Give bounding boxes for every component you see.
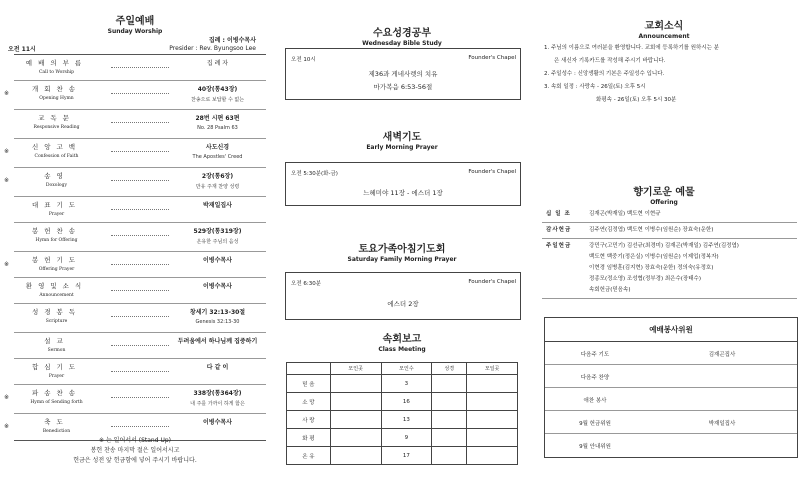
worship-item-main: 이병수목사 [203, 257, 232, 264]
dotted-leader [111, 371, 169, 372]
meeting-cell [432, 429, 467, 447]
worship-item [4, 168, 266, 197]
meeting-cell: 9 [381, 429, 432, 447]
sunday-worship-section [2, 0, 268, 485]
committee-row [545, 434, 797, 457]
worship-item [14, 55, 266, 81]
class-meeting-table [286, 362, 518, 465]
dotted-leader [111, 67, 169, 68]
offering-subtitle: Offering [650, 199, 678, 206]
worship-item-name [14, 281, 99, 298]
worship-item-main: 40장(통43장) [197, 86, 238, 93]
stand-mark: ※ [4, 90, 10, 97]
committee-role: 9월 헌금위원 [579, 421, 611, 427]
worship-item-main: 창세기 32:13-30절 [189, 309, 246, 316]
offering-names [589, 223, 797, 238]
worship-item-value [169, 417, 266, 426]
worship-item [4, 252, 266, 278]
worship-item-name [14, 388, 99, 405]
worship-item-name [14, 200, 99, 217]
worship-item [14, 304, 266, 333]
committee-row [545, 342, 797, 365]
dotted-leader [111, 151, 169, 152]
meeting-cell: 믿 음 [287, 375, 331, 393]
worship-item-detail: 찬송으로 보답할 수 없는 [190, 97, 245, 103]
saturday-title: 토요가족아침기도회 [358, 244, 446, 255]
committee-person: 김재곤집사 [708, 352, 736, 358]
worship-item [4, 139, 266, 168]
meeting-cell [330, 447, 381, 465]
worship-item-ko: 개회찬송 [31, 85, 82, 93]
committee-role: 9월 안내위원 [579, 444, 611, 450]
meeting-col-header [287, 363, 331, 375]
worship-item-ko: 봉헌기도 [31, 256, 82, 264]
worship-item-name [14, 336, 99, 353]
meeting-cell [467, 375, 518, 393]
meeting-cell [467, 429, 518, 447]
meeting-cell [330, 411, 381, 429]
bible-study-scripture: 마가복음 6:53-56절 [373, 83, 433, 91]
worship-item-en: Offering Prayer [38, 267, 75, 272]
dawn-box [285, 162, 521, 206]
offering-names [589, 239, 797, 298]
worship-item-main: 두려움에서 하나님께 집중하기 [177, 338, 258, 345]
worship-item-value [169, 281, 266, 290]
meeting-col-header: 모일곳 [467, 363, 518, 375]
worship-item-value [169, 84, 266, 103]
meeting-cell [432, 411, 467, 429]
meeting-cell [467, 411, 518, 429]
stand-mark: ※ [4, 423, 10, 430]
dawn-time: 오전 5:30분(화-금) [291, 171, 338, 177]
committee-role: 다음주 찬양 [580, 375, 610, 381]
worship-item-value [169, 58, 266, 67]
dotted-leader [111, 345, 169, 346]
meeting-cell [432, 447, 467, 465]
worship-item-main: 박재일집사 [203, 202, 232, 209]
worship-footer [2, 436, 268, 466]
meeting-row [287, 411, 518, 429]
worship-item-detail: The Apostles' Creed [192, 154, 243, 160]
bible-study-title: 수요성경공부 [373, 28, 431, 39]
worship-item-main: 2장(통6장) [201, 173, 234, 180]
worship-item-name [14, 113, 99, 130]
offering-list [542, 207, 797, 299]
worship-item-en: Responsive Reading [33, 125, 80, 130]
saturday-header [281, 240, 523, 263]
offering-row [542, 207, 797, 223]
meeting-row [287, 429, 518, 447]
dotted-leader [111, 290, 169, 291]
meeting-col-header: 모인곳 [330, 363, 381, 375]
bible-study-place: Founder's Chapel [468, 55, 516, 61]
committee-rows [545, 342, 797, 457]
worship-item-name [14, 255, 99, 272]
dawn-title: 새벽기도 [382, 132, 422, 143]
announcement-line: 은 새신자 기록카드를 작성해 주시기 바랍니다. [554, 58, 666, 64]
worship-item [14, 359, 266, 385]
meeting-cell [467, 447, 518, 465]
offering-line: 김주연(김정엽) 백도현 이병수(임원순) 장효숙(운한) [589, 227, 714, 233]
stand-mark: ※ [4, 148, 10, 155]
offering-title: 향기로운 예물 [633, 187, 695, 198]
service-committee [544, 317, 798, 458]
presider [169, 37, 256, 53]
offering-line: 강민구(고민기) 김선규(최경미) 김재곤(박재일) 김주연(김정엽) [589, 243, 739, 249]
committee-role: 애찬 봉사 [583, 398, 607, 404]
stand-mark: ※ [4, 177, 10, 184]
worship-item-main: 28번 시편 63편 [195, 115, 240, 122]
worship-item-main: 529장(통319장) [193, 228, 242, 235]
worship-item-name [14, 362, 99, 379]
worship-item-ko: 봉헌찬송 [31, 227, 82, 235]
worship-item-name [14, 307, 99, 324]
worship-item-value [169, 200, 266, 209]
announcement-line: 화평속 - 26일(토) 오후 5시 30분 [596, 97, 677, 103]
worship-item-main: 다 같 이 [206, 364, 229, 371]
meeting-cell: 3 [381, 375, 432, 393]
meeting-col-header: 성경 [432, 363, 467, 375]
worship-item-en: Opening Hymn [39, 96, 74, 101]
meeting-cell [330, 393, 381, 411]
worship-item-value [169, 171, 266, 190]
dawn-place: Founder's Chapel [468, 169, 516, 175]
worship-item-detail: 내 주를 가까이 하게 함은 [190, 401, 245, 407]
worship-item-en: Hymn of Sending forth [30, 400, 83, 405]
dotted-leader [111, 426, 169, 427]
worship-item-detail: 온유한 주님의 음성 [196, 239, 239, 245]
worship-item-main: 이병수목사 [203, 283, 232, 290]
stand-mark: ※ [4, 394, 10, 401]
worship-time: 오전 11시 [8, 46, 36, 53]
meeting-cell [330, 375, 381, 393]
worship-item-ko: 환영및소식 [25, 282, 88, 290]
announcement-line: 2. 주일성수 : 신앙생활의 기본은 주일성수 입니다. [544, 71, 665, 77]
worship-item [14, 197, 266, 223]
worship-item-value [169, 336, 266, 345]
committee-role: 다음주 기도 [580, 352, 610, 358]
dotted-leader [111, 397, 169, 398]
offering-row [542, 239, 797, 299]
worship-item-value [169, 362, 266, 371]
worship-subtitle: Sunday Worship [107, 28, 163, 35]
worship-item-en: Benediction [42, 429, 71, 434]
saturday-time: 오전 6:30분 [291, 281, 322, 287]
meeting-col-header: 모인수 [381, 363, 432, 375]
announcement-subtitle: Announcement [638, 33, 690, 40]
meeting-cell: 16 [381, 393, 432, 411]
worship-item-value [169, 142, 266, 160]
worship-item-en: Hymn for Offering [35, 238, 78, 243]
worship-item-ko: 신앙고백 [31, 143, 82, 151]
worship-item-main: 이병수목사 [203, 419, 232, 426]
meeting-cell [432, 393, 467, 411]
worship-item-ko: 송영 [44, 172, 69, 180]
dawn-subtitle: Early Morning Prayer [366, 144, 438, 151]
worship-item-en: Prayer [48, 374, 65, 379]
dawn-scripture: 느헤미야 11장 - 에스더 1장 [363, 189, 443, 197]
meeting-cell: 화 평 [287, 429, 331, 447]
meeting-cell: 17 [381, 447, 432, 465]
worship-item-ko: 성경봉독 [31, 308, 82, 316]
committee-person: 박재일집사 [708, 421, 736, 427]
worship-item [14, 278, 266, 304]
saturday-subtitle: Saturday Family Morning Prayer [347, 256, 457, 263]
worship-item-en: Scripture [45, 319, 68, 324]
worship-item-ko: 설교 [44, 337, 69, 345]
stand-mark: ※ [4, 261, 10, 268]
worship-item-main: 집 례 자 [206, 60, 229, 67]
meeting-cell [330, 429, 381, 447]
meeting-cell: 사 랑 [287, 411, 331, 429]
worship-item-ko: 예배의부름 [25, 59, 88, 67]
offering-row [542, 223, 797, 239]
announcement-line: 3. 속회 일정 : 사랑속 - 26일(토) 오후 5시 [544, 84, 646, 90]
dotted-leader [111, 316, 169, 317]
offering-line: 백도현 백중기(정은실) 이병수(임원순) 이제업(정복자) [589, 254, 719, 260]
worship-title: 주일예배 [115, 16, 155, 27]
worship-item-name [14, 84, 99, 101]
worship-item-en: Prayer [48, 212, 65, 217]
worship-item-name [14, 58, 99, 75]
meeting-row [287, 375, 518, 393]
announcement-title: 교회소식 [644, 21, 684, 32]
worship-item-en: Doxology [45, 183, 68, 188]
offering-line: 이현경 임병훈(김지현) 장효숙(운한) 정의숙(유정호) [589, 265, 714, 271]
bible-study-box [285, 48, 521, 100]
offering-line: 정종모(정소영) 조성협(정부경) 최은수(장태수) [589, 276, 702, 282]
worship-item-main: 338장(통364장) [193, 390, 242, 397]
worship-item-name [14, 142, 99, 159]
worship-item-value [169, 226, 266, 245]
offering-header [528, 183, 800, 206]
worship-item-name [14, 171, 99, 188]
meeting-title: 속회보고 [382, 334, 422, 345]
news-section [528, 0, 800, 485]
schedule-section [281, 0, 523, 485]
footer-line: 헌금은 성전 앞 헌금함에 넣어 주시기 바랍니다. [73, 457, 197, 464]
meeting-row [287, 447, 518, 465]
bible-study-header [281, 24, 523, 47]
committee-title: 예배봉사위원 [545, 318, 797, 342]
dotted-leader [111, 122, 169, 123]
worship-item-en: Call to Worship [38, 70, 75, 75]
announcement-list [544, 42, 794, 107]
announcement-line: 1. 주님의 이름으로 여러분을 환영합니다. 교회에 등록하기를 원하시는 분 [544, 45, 720, 51]
offering-line: 속회헌금(믿음속) [589, 287, 631, 293]
offering-label: 주일헌금 [546, 243, 572, 249]
meeting-cell: 13 [381, 411, 432, 429]
dotted-leader [111, 93, 169, 94]
meeting-cell [467, 393, 518, 411]
dotted-leader [111, 209, 169, 210]
offering-label: 십 일 조 [546, 211, 571, 217]
meeting-header [281, 330, 523, 353]
saturday-place: Founder's Chapel [468, 279, 516, 285]
worship-item-ko: 합심기도 [31, 363, 82, 371]
worship-item-name [14, 417, 99, 434]
dawn-header [281, 128, 523, 151]
worship-item-detail: 만유 주재 찬양 성령 [195, 184, 240, 190]
worship-item-ko: 대표기도 [31, 201, 82, 209]
meeting-subtitle: Class Meeting [378, 346, 426, 353]
committee-row [545, 365, 797, 388]
worship-item [4, 81, 266, 110]
meeting-cell: 소 망 [287, 393, 331, 411]
offering-names [589, 207, 797, 222]
bible-study-time: 오전 10시 [291, 57, 316, 63]
order-of-worship [4, 54, 266, 441]
dotted-leader [111, 235, 169, 236]
worship-item [4, 385, 266, 414]
presider-ko: 집례 : 이병수목사 [208, 37, 256, 44]
bible-study-subtitle: Wednesday Bible Study [362, 40, 442, 47]
worship-item-detail: Genesis 32:13-30 [195, 319, 240, 325]
worship-item-en: Sermon [47, 348, 66, 353]
worship-item-ko: 축도 [44, 418, 69, 426]
worship-item-value [169, 113, 266, 131]
worship-item-main: 사도신경 [205, 144, 230, 151]
worship-item-name [14, 226, 99, 243]
meeting-cell: 온 유 [287, 447, 331, 465]
offering-label: 감사헌금 [546, 227, 572, 233]
footer-line: ※ 는 일어서서 (Stand Up) [99, 437, 171, 444]
worship-item [14, 110, 266, 139]
worship-item [14, 223, 266, 252]
saturday-box [285, 272, 521, 320]
dotted-leader [111, 180, 169, 181]
worship-item-value [169, 255, 266, 264]
committee-row [545, 388, 797, 411]
meeting-cell [432, 375, 467, 393]
presider-en: Presider : Rev. Byungsoo Lee [169, 45, 256, 52]
worship-item-ko: 파송찬송 [31, 389, 82, 397]
committee-row [545, 411, 797, 434]
saturday-scripture: 에스더 2장 [387, 300, 419, 308]
dotted-leader [111, 264, 169, 265]
worship-item-ko: 교독문 [38, 114, 75, 122]
worship-item-detail: No. 28 Psalm 63 [197, 125, 238, 131]
bible-study-topic: 제36과 게네사렛의 치유 [368, 70, 438, 78]
footer-line: 봉헌 찬송 마지막 절은 일어서시고 [90, 447, 180, 454]
meeting-row [287, 393, 518, 411]
announcement-header [528, 17, 800, 40]
meeting-header-row [287, 363, 518, 375]
worship-item-value [169, 307, 266, 325]
offering-line: 김재곤(박재일) 백도현 이현규 [589, 211, 661, 217]
worship-item-value [169, 388, 266, 407]
worship-item [14, 333, 266, 359]
worship-header [2, 12, 268, 35]
worship-item-en: Confession of Faith [34, 154, 79, 159]
worship-item-en: Announcement [39, 293, 74, 298]
